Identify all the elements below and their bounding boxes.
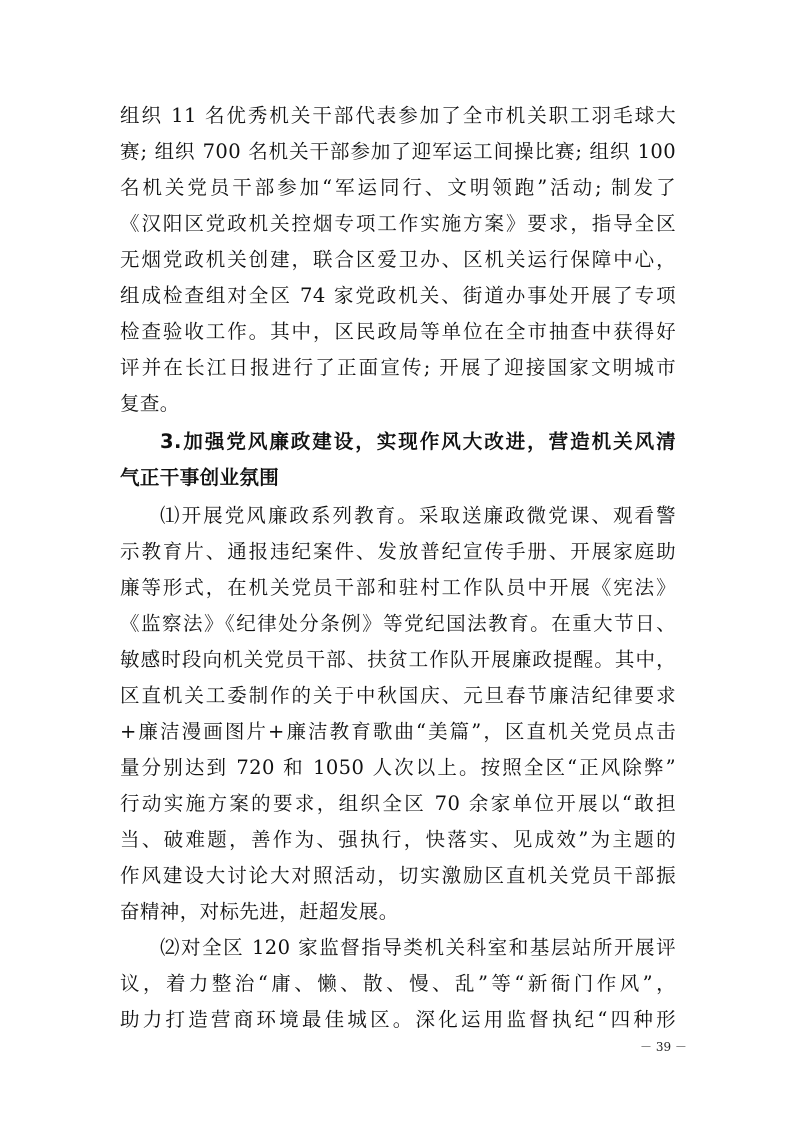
- section-heading: 气正干事创业氛围: [120, 466, 280, 489]
- body-text-line: 无烟党政机关创建，联合区爱卫办、区机关运行保障中心，: [120, 248, 676, 271]
- body-text-line: ⑴开展党风廉政系列教育。采取送廉政微党课、观看警: [160, 504, 676, 527]
- body-text-line: 行动实施方案的要求，组织全区 70 余家单位开展以“敢担: [120, 792, 676, 815]
- page-number: － 39 －: [640, 1040, 687, 1054]
- body-text-line: 议，着力整治“庸、懒、散、慢、乱”等“新衙门作风”，: [120, 972, 676, 995]
- body-text-line: +廉洁漫画图片+廉洁教育歌曲“美篇”，区直机关党员点击: [120, 720, 676, 743]
- body-text-line: 名机关党员干部参加“军运同行、文明领跑”活动; 制发了: [120, 176, 676, 199]
- body-text-line: 区直机关工委制作的关于中秋国庆、元旦春节廉洁纪律要求: [120, 684, 676, 707]
- body-text-line: 廉等形式，在机关党员干部和驻村工作队员中开展《宪法》: [120, 576, 676, 599]
- body-text-line: 组成检查组对全区 74 家党政机关、街道办事处开展了专项: [120, 284, 676, 307]
- body-text-line: 作风建设大讨论大对照活动，切实激励区直机关党员干部振: [120, 864, 676, 887]
- body-text-line: 检查验收工作。其中，区民政局等单位在全市抽查中获得好: [120, 320, 676, 343]
- body-text-line: 敏感时段向机关党员干部、扶贫工作队开展廉政提醒。其中，: [120, 648, 676, 671]
- body-text-line: ⑵对全区 120 家监督指导类机关科室和基层站所开展评: [160, 936, 676, 959]
- body-text-line: 奋精神，对标先进，赶超发展。: [120, 900, 399, 923]
- body-text-line: 当、破难题，善作为、强执行，快落实、见成效”为主题的: [120, 828, 676, 851]
- body-text-line: 量分别达到 720 和 1050 人次以上。按照全区“正风除弊”: [120, 756, 676, 779]
- body-text-line: 组织 11 名优秀机关干部代表参加了全市机关职工羽毛球大: [120, 104, 676, 127]
- body-text-line: 评并在长江日报进行了正面宣传; 开展了迎接国家文明城市: [120, 356, 676, 379]
- body-text-line: 复查。: [120, 392, 180, 415]
- body-text-line: 示教育片、通报违纪案件、发放普纪宣传手册、开展家庭助: [120, 540, 676, 563]
- body-text-line: 助力打造营商环境最佳城区。深化运用监督执纪“四种形: [120, 1008, 676, 1031]
- section-heading: 3.加强党风廉政建设，实现作风大改进，营造机关风清: [160, 430, 676, 453]
- body-text-line: 《汉阳区党政机关控烟专项工作实施方案》要求，指导全区: [120, 212, 676, 235]
- body-text-line: 赛; 组织 700 名机关干部参加了迎军运工间操比赛; 组织 100: [120, 140, 676, 163]
- body-text-line: 《监察法》《纪律处分条例》等党纪国法教育。在重大节日、: [120, 612, 676, 635]
